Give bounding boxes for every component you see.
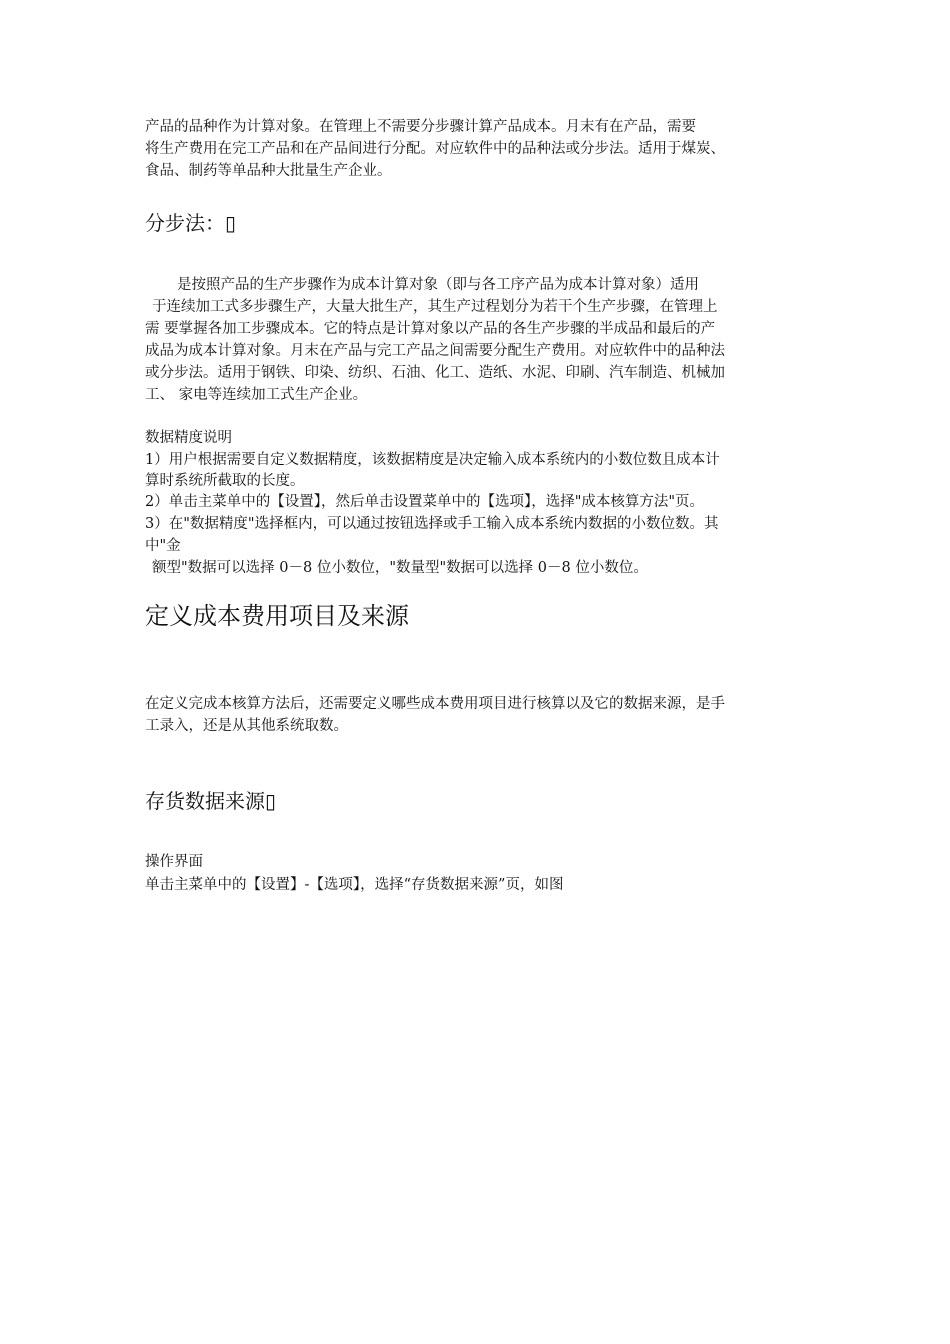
step-method-line-6: 工、 家电等连续加工式生产企业。 xyxy=(145,387,368,403)
precision-line-6: 额型"数据可以选择 0－8 位小数位，"数量型"数据可以选择 0－8 位小数位。 xyxy=(152,560,648,576)
precision-title: 数据精度说明 xyxy=(145,430,232,446)
precision-line-4: 3）在"数据精度"选择框内，可以通过按钮选择或手工输入成本系统内数据的小数位数。其 xyxy=(145,516,719,532)
precision-line-1: 1）用户根据需要自定义数据精度，该数据精度是决定输入成本系统内的小数位数且成本计 xyxy=(145,452,720,468)
cost-items-heading: 定义成本费用项目及来源 xyxy=(145,602,409,630)
step-method-line-3: 需 要掌握各加工步骤成本。它的特点是计算对象以产品的各生产步骤的半成品和最后的产 xyxy=(145,321,716,337)
inventory-source-line-1: 操作界面 xyxy=(145,854,203,870)
step-method-line-4: 成品为成本计算对象。月末在产品与完工产品之间需要分配生产费用。对应软件中的品种法 xyxy=(145,343,725,359)
precision-line-5: 中"金 xyxy=(145,538,181,554)
step-method-line-1: 是按照产品的生产步骤作为成本计算对象（即与各工序产品为成本计算对象）适用 xyxy=(177,277,699,293)
step-method-line-5: 或分步法。适用于钢铁、印染、纺织、石油、化工、造纸、水泥、印刷、汽车制造、机械加 xyxy=(145,365,725,381)
step-method-heading: 分步法：▯ xyxy=(145,211,237,235)
intro-line-3: 食品、制药等单品种大批量生产企业。 xyxy=(145,163,392,179)
intro-line-2: 将生产费用在完工产品和在产品间进行分配。对应软件中的品种法或分步法。适用于煤炭、 xyxy=(145,141,725,157)
precision-line-3: 2）单击主菜单中的【设置】，然后单击设置菜单中的【选项】，选择"成本核算方法"页。 xyxy=(145,494,705,510)
precision-line-2: 算时系统所截取的长度。 xyxy=(145,473,305,489)
cost-items-line-2: 工录入，还是从其他系统取数。 xyxy=(145,718,348,734)
inventory-source-line-2: 单击主菜单中的【设置】-【选项】，选择“存货数据来源”页，如图 xyxy=(145,877,564,893)
step-method-line-2: 于连续加工式多步骤生产，大量大批生产，其生产过程划分为若干个生产步骤，在管理上 xyxy=(152,299,718,315)
cost-items-line-1: 在定义完成本核算方法后，还需要定义哪些成本费用项目进行核算以及它的数据来源，是手 xyxy=(145,696,725,712)
intro-line-1: 产品的品种作为计算对象。在管理上不需要分步骤计算产品成本。月末有在产品，需要 xyxy=(145,119,696,135)
inventory-source-heading: 存货数据来源▯ xyxy=(145,789,277,813)
